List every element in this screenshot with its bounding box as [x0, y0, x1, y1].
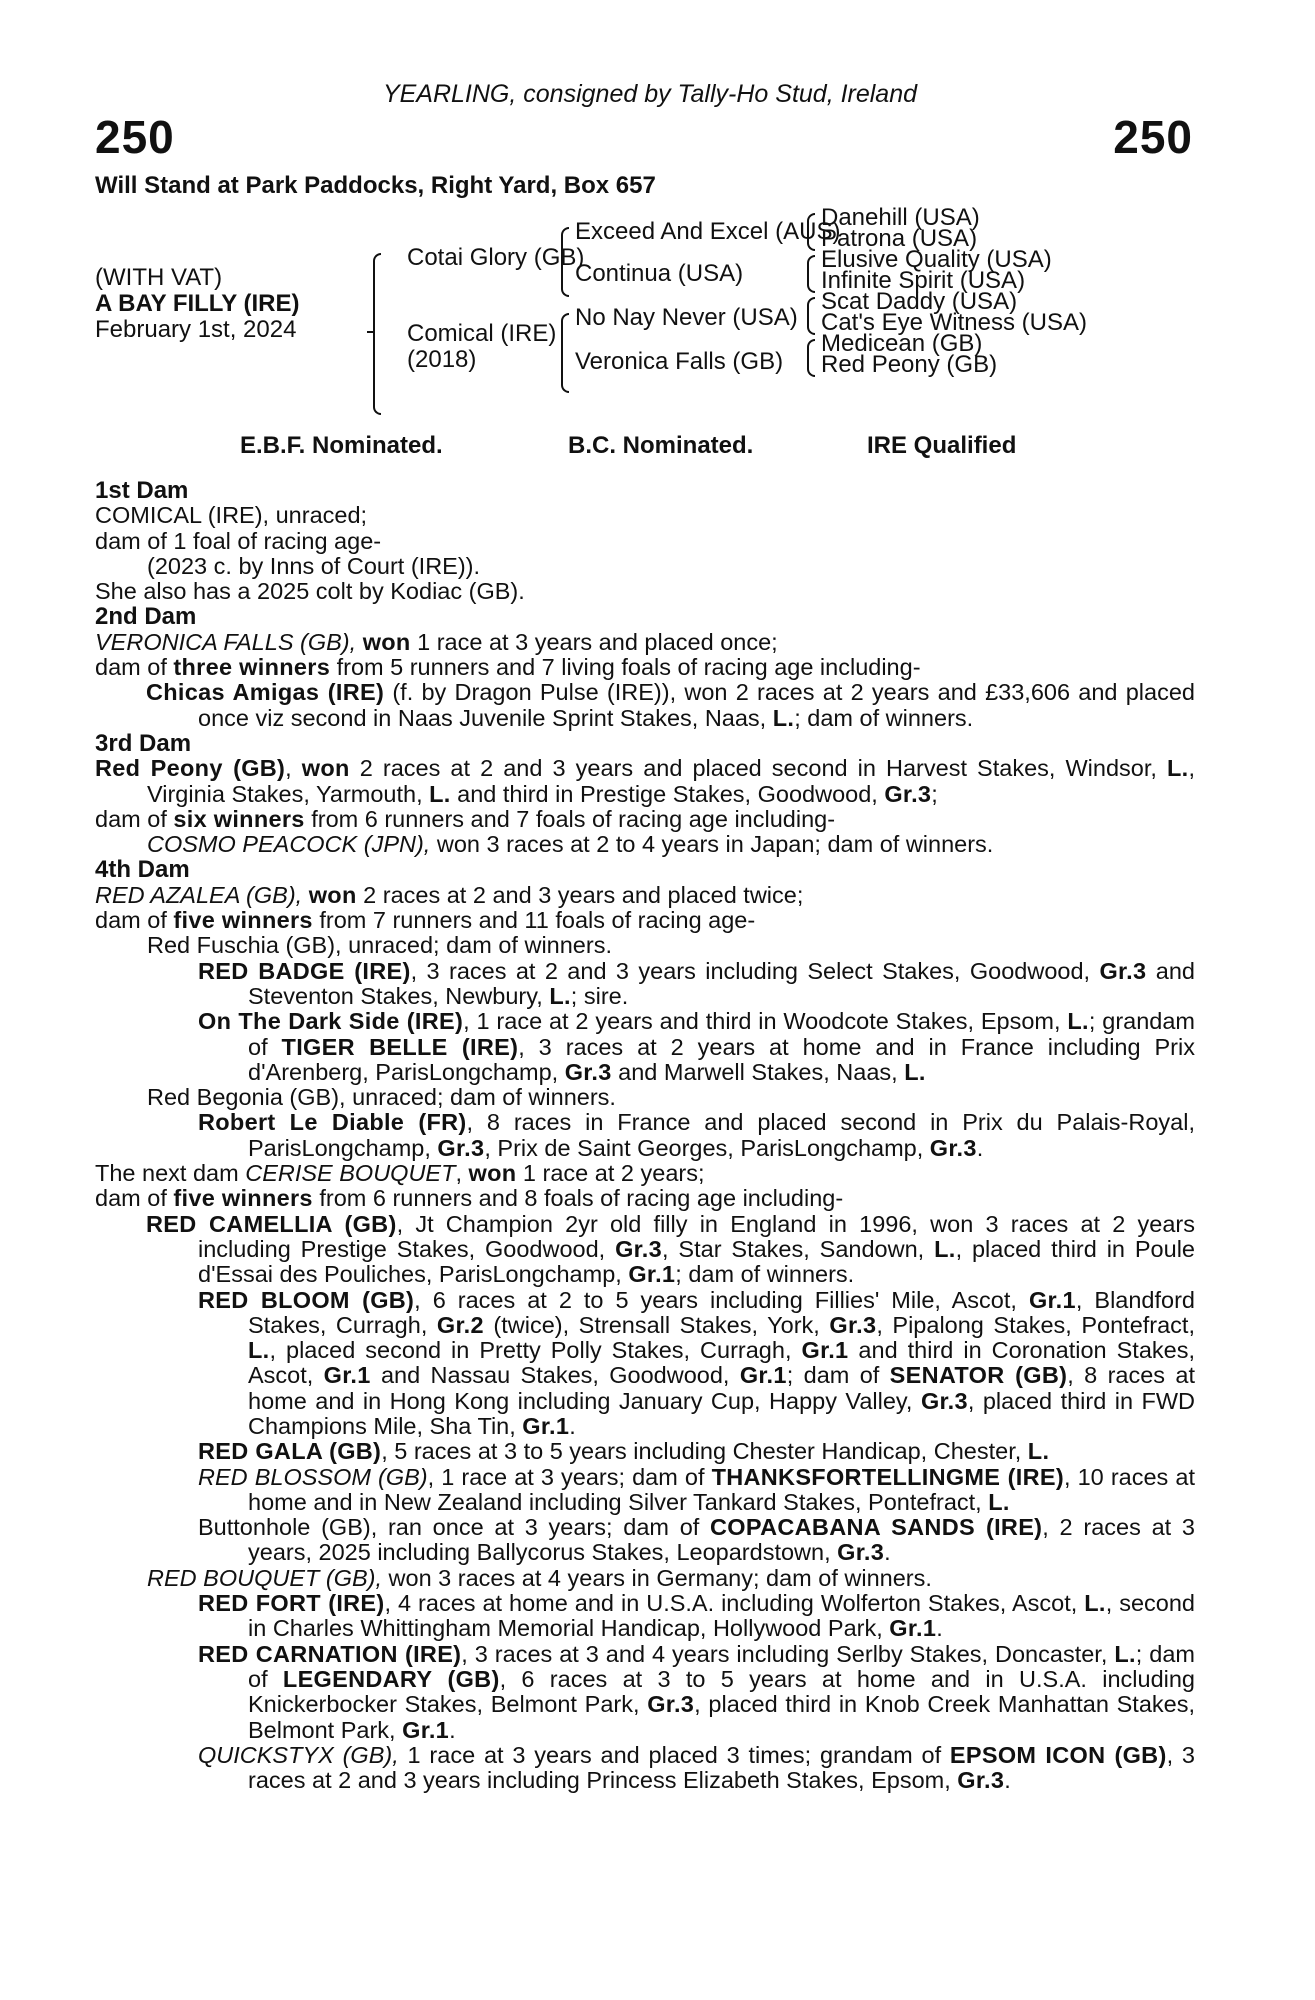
record-text: , 8 races in France and placed second in Prix du Palais-Royal, ParisLongchamp,	[248, 1109, 1195, 1161]
progeny-name: On The Dark Side (IRE)	[198, 1008, 464, 1035]
winners-count: five winners	[173, 907, 313, 934]
progeny-entry	[95, 1566, 1195, 1591]
fourth-dam-produce	[95, 908, 1195, 933]
progeny-entry	[95, 1642, 1195, 1743]
group-mark: Gr.3	[929, 1134, 977, 1161]
lot-number-left: 250	[95, 111, 175, 163]
record-text: , Virginia Stakes, Yarmouth,	[147, 755, 1196, 807]
group-mark: Gr.3	[564, 1058, 612, 1085]
g3-red-peony: Red Peony (GB)	[821, 351, 998, 378]
third-dam-record: Red Peony (GB), won 2 races at 2 and 3 years and placed second in Harvest Stakes, Windsor, L., Virginia Stakes, Yarmouth, L. and third in Prestige Stakes, Goodwood, Gr.3;	[95, 755, 1196, 807]
grandprogeny-name: EPSOM ICON (GB)	[949, 1741, 1167, 1768]
record-text: , 6 races at 3 to 5 years at home and in U.S.A. including Knickerbocker Stakes, Belmont Park,	[248, 1665, 1195, 1718]
record-text: 2 races at 2 and 3 years and placed twice;	[356, 881, 804, 908]
g3-infinite-spirit: Infinite Spirit (USA)	[821, 267, 1026, 294]
progeny-entry	[95, 1439, 1195, 1464]
dam-brace	[561, 313, 569, 393]
next-dam-record	[95, 1161, 1195, 1186]
record-text: .	[976, 1134, 984, 1161]
record-text: and Nassau Stakes, Goodwood,	[370, 1362, 740, 1389]
record-text: dam of	[95, 907, 174, 934]
g3-brace-4	[807, 339, 815, 377]
daughter-entry: Red Fuschia (GB), unraced; dam of winners.	[147, 932, 612, 959]
record-text: .	[884, 1539, 891, 1566]
sire-dam: Continua (USA)	[575, 260, 744, 287]
ebf-nomination: E.B.F. Nominated.	[240, 432, 443, 459]
record-text: , 10 races at home and in New Zealand including Silver Tankard Stakes, Pontefract,	[248, 1463, 1195, 1515]
progeny-entry	[95, 1515, 1195, 1566]
record-text: , 3 races at 2 and 3 years including Select Stakes, Goodwood,	[410, 957, 1100, 984]
dam-sire: No Nay Never (USA)	[575, 304, 798, 331]
group-mark: Gr.2	[436, 1311, 484, 1338]
record-text: from 6 runners and 7 foals of racing age including-	[304, 805, 836, 832]
progeny-name: RED BLOOM (GB)	[198, 1286, 415, 1313]
record-text: .	[449, 1716, 456, 1743]
record-text: .	[569, 1412, 576, 1439]
record-text: ,	[455, 1160, 469, 1187]
record-text: 2 races at 2 and 3 years and placed second in Harvest Stakes, Windsor,	[349, 755, 1167, 782]
g3-patrona: Patrona (USA)	[821, 225, 978, 252]
first-dam-heading: 1st Dam	[95, 477, 189, 504]
progeny-entry	[95, 1110, 1195, 1161]
sire: Cotai Glory (GB)	[407, 244, 585, 271]
foaling-date: February 1st, 2024	[95, 316, 297, 343]
record-text: , Jt Champion 2yr old filly in England in 1996, won 3 races at 2 years including Prestige Stakes, Goodwood,	[198, 1210, 1195, 1262]
group-mark: Gr.3	[615, 1235, 663, 1262]
progeny-name: RED CARNATION (IRE)	[198, 1640, 462, 1667]
g3-medicean: Medicean (GB)	[821, 330, 983, 357]
record-text: , placed third in FWD Champions Mile, Sha Tin,	[248, 1387, 1196, 1439]
progeny-entry	[95, 832, 1195, 857]
won-label: won	[468, 1160, 517, 1187]
dam-name: Comical (IRE)	[407, 320, 557, 347]
record-text: , Prix de Saint Georges, ParisLongchamp,	[484, 1134, 930, 1161]
listed-mark: L.	[1084, 1590, 1106, 1617]
first-dam-line: dam of 1 foal of racing age-	[95, 527, 382, 554]
g3-elusive-quality: Elusive Quality (USA)	[821, 246, 1052, 273]
lot-number-right: 250	[1113, 111, 1193, 163]
listed-mark: L.	[549, 982, 571, 1009]
listed-mark: L.	[772, 704, 795, 731]
record-text: , 3 races at 2 years at home and in France including Prix d'Arenberg, ParisLongchamp,	[248, 1033, 1195, 1085]
record-text: , 1 race at 3 years; dam of	[427, 1463, 712, 1490]
record-text: (twice), Strensall Stakes, York,	[483, 1311, 830, 1338]
fourth-dam-record	[95, 883, 1195, 908]
record-text: , 3 races at 3 and 4 years including Serlby Stakes, Doncaster,	[461, 1640, 1115, 1667]
group-mark: Gr.1	[402, 1716, 450, 1743]
record-text: (f. by Dragon Pulse (IRE)), won 2 races at 2 years and £33,606 and placed once viz second in Naas Juvenile Sprint Stakes, Naas,	[198, 679, 1195, 731]
dam-name: RED AZALEA (GB),	[95, 881, 303, 908]
dam-name: CERISE BOUQUET	[245, 1160, 456, 1187]
group-mark: Gr.1	[323, 1362, 371, 1389]
group-mark: Gr.3	[437, 1134, 485, 1161]
group-mark: Gr.1	[628, 1261, 676, 1288]
record-text: , 4 races at home and in U.S.A. including Wolferton Stakes, Ascot,	[384, 1590, 1085, 1617]
g3-brace-1	[807, 213, 815, 251]
won-label: won	[301, 755, 350, 782]
group-mark: Gr.1	[1028, 1286, 1076, 1313]
group-mark: Gr.3	[1099, 957, 1147, 984]
record-text: Buttonhole (GB), ran once at 3 years; dam of	[198, 1514, 711, 1541]
record-text: and third in Prestige Stakes, Goodwood,	[450, 780, 885, 807]
progeny-entry	[95, 1212, 1195, 1288]
progeny-name: QUICKSTYX (GB),	[198, 1741, 399, 1768]
dam-year: (2018)	[407, 346, 477, 373]
group-mark: Gr.3	[884, 780, 932, 807]
pedigree-brace	[373, 253, 381, 415]
vat-note: (WITH VAT)	[95, 264, 223, 291]
record-text: , placed third in Knob Creek Manhattan Stakes, Belmont Park,	[248, 1691, 1195, 1743]
second-dam-heading: 2nd Dam	[95, 603, 197, 631]
g3-danehill: Danehill (USA)	[821, 204, 980, 231]
record-text: from 5 runners and 7 living foals of racing age including-	[330, 654, 921, 681]
record-text: , Blandford Stakes, Curragh,	[248, 1286, 1195, 1338]
progeny-name: RED GALA (GB)	[198, 1438, 382, 1465]
first-dam-line: She also has a 2025 colt by Kodiac (GB).	[95, 578, 525, 605]
grandprogeny-name: TIGER BELLE (IRE)	[281, 1033, 519, 1060]
listed-mark: L.	[1027, 1438, 1050, 1465]
group-mark: Gr.3	[829, 1311, 877, 1338]
daughter-entry: Red Begonia (GB), unraced; dam of winners.	[147, 1084, 616, 1111]
group-mark: Gr.1	[522, 1412, 570, 1439]
group-mark: Gr.3	[837, 1539, 885, 1566]
record-text: ; dam of	[248, 1640, 1195, 1692]
progeny-entry	[95, 680, 1195, 731]
lot-name: A BAY FILLY (IRE)	[95, 290, 300, 317]
progeny-name: RED BLOSSOM (GB)	[198, 1463, 428, 1490]
listed-mark: L.	[988, 1488, 1010, 1515]
record-text: dam of	[95, 1185, 174, 1212]
catalogue-body	[95, 478, 1195, 1793]
group-mark: Gr.1	[801, 1337, 849, 1364]
record-text: won 3 races at 4 years in Germany; dam of winners.	[382, 1564, 932, 1591]
progeny-entry	[95, 959, 1195, 1010]
g3-brace-3	[807, 297, 815, 335]
consignment-line: YEARLING, consigned by Tally-Ho Stud, Ireland	[382, 80, 918, 108]
record-text: ; dam of winners.	[675, 1261, 855, 1288]
record-text: and third in Coronation Stakes, Ascot,	[248, 1337, 1195, 1389]
listed-mark: L.	[904, 1058, 926, 1085]
record-text: , Star Stakes, Sandown,	[662, 1235, 935, 1262]
won-label: won	[362, 628, 411, 655]
record-text: 1 race at 2 years;	[516, 1160, 705, 1187]
record-text: ;	[931, 780, 938, 807]
dam-name: VERONICA FALLS (GB),	[95, 628, 357, 655]
record-text: ; dam of	[786, 1362, 890, 1389]
record-text: , placed third in Poule d'Essai des Pouliches, ParisLongchamp,	[198, 1235, 1195, 1288]
record-text: , 5 races at 3 to 5 years including Chester Handicap, Chester,	[381, 1438, 1028, 1465]
progeny-name: RED CAMELLIA (GB)	[146, 1210, 397, 1237]
winners-count: six winners	[173, 805, 305, 832]
record-text: from 7 runners and 11 foals of racing age-	[312, 907, 756, 934]
record-text: The next dam	[95, 1160, 246, 1187]
winners-count: five winners	[173, 1185, 313, 1212]
g3-scat-daddy: Scat Daddy (USA)	[821, 288, 1018, 315]
record-text: .	[1004, 1767, 1011, 1794]
record-text: dam of	[95, 654, 174, 681]
fourth-dam-heading: 4th Dam	[95, 856, 190, 884]
bc-nomination: B.C. Nominated.	[568, 432, 754, 459]
won-label: won	[308, 881, 357, 908]
record-text: won 3 races at 2 to 4 years in Japan; dam of winners.	[430, 831, 994, 858]
record-text: , 6 races at 2 to 5 years including Fillies' Mile, Ascot,	[414, 1286, 1029, 1313]
group-mark: Gr.3	[647, 1691, 695, 1718]
group-mark: Gr.1	[889, 1615, 937, 1642]
pedigree-chart	[95, 205, 1245, 425]
record-text: and Marwell Stakes, Naas,	[611, 1058, 905, 1085]
pedigree-brace-point	[367, 331, 375, 333]
progeny-name: RED FORT (IRE)	[198, 1590, 385, 1617]
progeny-name: Robert Le Diable (FR)	[198, 1109, 467, 1136]
record-text: dam of	[95, 805, 174, 832]
progeny-entry	[95, 1743, 1195, 1794]
record-text: and Steventon Stakes, Newbury,	[248, 957, 1195, 1009]
progeny-name: RED BADGE (IRE)	[198, 957, 411, 984]
record-text: .	[936, 1615, 943, 1642]
progeny-entry	[95, 1591, 1195, 1642]
record-text: , Pipalong Stakes, Pontefract,	[876, 1311, 1195, 1338]
grandprogeny-name: LEGENDARY (GB)	[282, 1665, 500, 1692]
grandprogeny-name: THANKSFORTELLINGME (IRE)	[711, 1463, 1064, 1490]
sire-brace	[561, 227, 569, 297]
second-dam-record	[95, 630, 1195, 655]
record-text: from 6 runners and 8 foals of racing age including-	[312, 1185, 844, 1212]
first-dam-line: COMICAL (IRE), unraced;	[95, 502, 368, 529]
dam-name: Red Peony (GB)	[95, 755, 286, 782]
progeny-name: COSMO PEACOCK (JPN),	[147, 831, 431, 858]
g3-brace-2	[807, 255, 815, 293]
first-dam-line: (2023 c. by Inns of Court (IRE)).	[147, 552, 481, 579]
winners-count: three winners	[173, 654, 331, 681]
listed-mark: L.	[429, 780, 451, 807]
record-text: 1 race at 3 years and placed 3 times; grandam of	[398, 1741, 950, 1768]
progeny-entry	[95, 1009, 1195, 1085]
group-mark: Gr.3	[957, 1767, 1005, 1794]
record-text: ; sire.	[570, 982, 629, 1009]
record-text: 1 race at 3 years and placed once;	[410, 628, 778, 655]
grandprogeny-name: COPACABANA SANDS (IRE)	[710, 1514, 1043, 1541]
listed-mark: L.	[934, 1235, 956, 1262]
listed-mark: L.	[1114, 1640, 1136, 1667]
listed-mark: L.	[248, 1337, 270, 1364]
group-mark: Gr.1	[739, 1362, 787, 1389]
record-text: ; dam of winners.	[794, 704, 974, 731]
g3-cats-eye-witness: Cat's Eye Witness (USA)	[821, 309, 1087, 336]
ire-qualified: IRE Qualified	[867, 432, 1017, 459]
listed-mark: L.	[1167, 755, 1189, 782]
record-text: , 8 races at home and in Hong Kong including January Cup, Happy Valley,	[248, 1362, 1195, 1414]
third-dam-produce	[95, 807, 1195, 832]
sire-sire: Exceed And Excel (AUS)	[575, 218, 841, 245]
third-dam-heading: 3rd Dam	[95, 729, 192, 757]
group-mark: Gr.3	[920, 1387, 968, 1414]
record-text: , placed second in Pretty Polly Stakes, Curragh,	[269, 1337, 802, 1364]
progeny-name: RED BOUQUET (GB),	[147, 1564, 383, 1591]
dam-dam: Veronica Falls (GB)	[575, 348, 784, 375]
second-dam-produce	[95, 655, 1195, 680]
record-text: ; grandam of	[248, 1008, 1196, 1060]
progeny-entry	[95, 1288, 1195, 1440]
progeny-entry	[95, 1465, 1195, 1516]
record-text: , second in Charles Whittingham Memorial Handicap, Hollywood Park,	[248, 1590, 1195, 1642]
progeny-name: Chicas Amigas (IRE)	[146, 679, 385, 706]
record-text: , 3 races at 2 and 3 years including Princess Elizabeth Stakes, Epsom,	[248, 1741, 1195, 1794]
record-text: , 2 races at 3 years, 2025 including Ballycorus Stakes, Leopardstown,	[248, 1514, 1195, 1566]
grandprogeny-name: SENATOR (GB)	[889, 1362, 1068, 1389]
stand-location: Will Stand at Park Paddocks, Right Yard, Box 657	[95, 172, 656, 199]
record-text: , 1 race at 2 years and third in Woodcote Stakes, Epsom,	[463, 1008, 1068, 1035]
listed-mark: L.	[1067, 1008, 1089, 1035]
next-dam-produce	[95, 1186, 1195, 1211]
